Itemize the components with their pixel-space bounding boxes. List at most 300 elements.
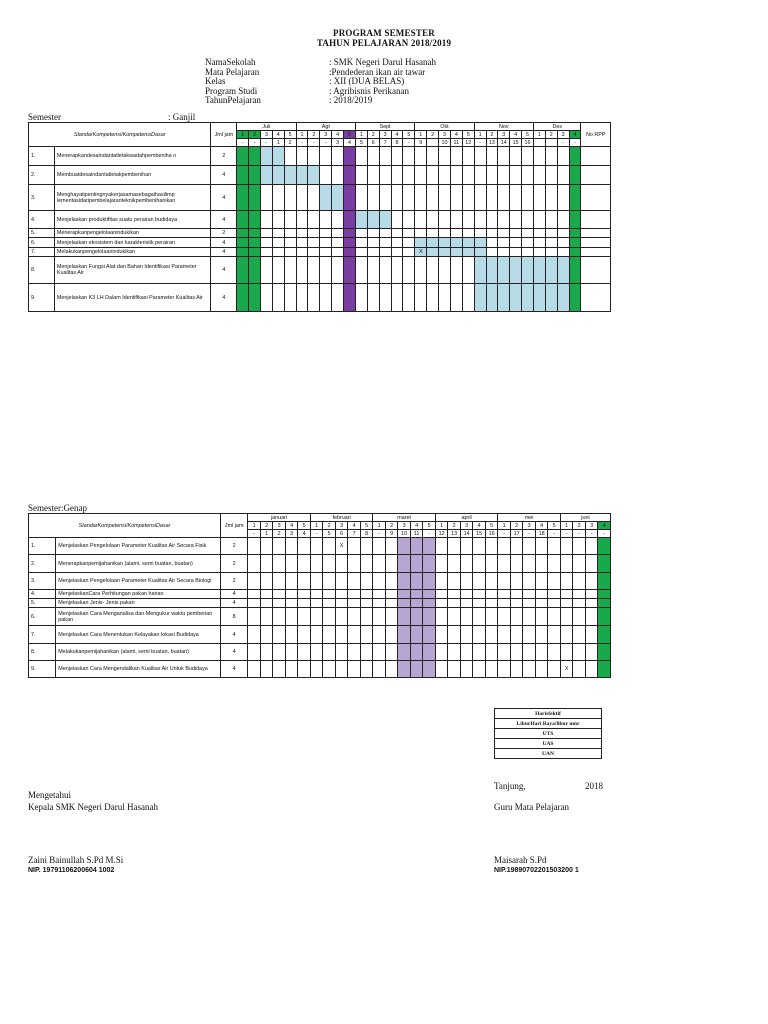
rpp-cell bbox=[581, 211, 611, 229]
week-cell bbox=[560, 573, 573, 590]
hours-value: 4 bbox=[211, 284, 237, 312]
week-cell bbox=[486, 166, 498, 185]
week-cell bbox=[415, 185, 427, 211]
effective-week: - bbox=[261, 139, 273, 147]
hours-value: 2 bbox=[211, 147, 237, 166]
week-cell bbox=[523, 590, 536, 599]
week-cell bbox=[473, 590, 486, 599]
week-cell bbox=[585, 661, 598, 678]
week-cell bbox=[510, 248, 522, 257]
week-cell bbox=[573, 608, 586, 626]
week-number: 1 bbox=[415, 131, 427, 139]
effective-week: 5 bbox=[323, 530, 336, 538]
week-cell bbox=[545, 229, 557, 238]
week-cell bbox=[450, 238, 462, 248]
week-cell bbox=[439, 238, 451, 248]
week-cell bbox=[498, 555, 511, 573]
week-cell bbox=[273, 626, 286, 644]
effective-week: 5 bbox=[355, 139, 367, 147]
week-cell bbox=[557, 257, 569, 284]
week-cell bbox=[284, 229, 296, 238]
week-cell bbox=[450, 248, 462, 257]
week-number: 3 bbox=[273, 522, 286, 530]
week-cell bbox=[348, 626, 361, 644]
week-cell bbox=[435, 555, 448, 573]
week-number: 3 bbox=[398, 522, 411, 530]
week-cell bbox=[249, 229, 261, 238]
column-header-hours: Jml jam bbox=[211, 123, 237, 147]
week-cell bbox=[410, 573, 423, 590]
week-cell bbox=[355, 257, 367, 284]
week-cell bbox=[335, 661, 348, 678]
week-cell bbox=[360, 538, 373, 555]
week-cell bbox=[473, 599, 486, 608]
week-cell bbox=[486, 284, 498, 312]
row-number: 8. bbox=[29, 644, 56, 661]
week-cell bbox=[534, 257, 546, 284]
week-cell bbox=[510, 555, 523, 573]
week-cell bbox=[360, 608, 373, 626]
week-cell bbox=[308, 238, 320, 248]
week-cell bbox=[557, 238, 569, 248]
competency-text: Membuatdesaindantatletakpembenihan bbox=[54, 166, 211, 185]
week-cell bbox=[523, 538, 536, 555]
week-cell bbox=[474, 229, 486, 238]
month-header: februari bbox=[310, 514, 373, 522]
rpp-cell bbox=[581, 229, 611, 238]
week-number: 2 bbox=[448, 522, 461, 530]
week-cell bbox=[474, 257, 486, 284]
teacher-title: Guru Mata Pelajaran bbox=[494, 802, 569, 812]
week-cell bbox=[423, 573, 436, 590]
week-cell bbox=[423, 599, 436, 608]
competency-text: Menjelaskan Pengelolaan Parameter Kualitas Air Secara Biologi bbox=[56, 573, 221, 590]
week-cell bbox=[296, 248, 308, 257]
week-cell bbox=[598, 538, 611, 555]
week-cell bbox=[249, 147, 261, 166]
week-number: 1 bbox=[560, 522, 573, 530]
week-cell bbox=[391, 248, 403, 257]
week-cell bbox=[323, 661, 336, 678]
week-cell bbox=[462, 238, 474, 248]
week-cell bbox=[373, 626, 386, 644]
week-cell bbox=[534, 166, 546, 185]
week-cell bbox=[249, 166, 261, 185]
info-value: : 2018/2019 bbox=[329, 95, 373, 106]
week-cell bbox=[486, 238, 498, 248]
week-number: 5 bbox=[344, 131, 356, 139]
effective-week bbox=[427, 139, 439, 147]
week-cell bbox=[522, 166, 534, 185]
week-number: 3 bbox=[320, 131, 332, 139]
week-number: 4 bbox=[332, 131, 344, 139]
week-cell bbox=[423, 590, 436, 599]
week-cell bbox=[391, 166, 403, 185]
week-cell bbox=[385, 661, 398, 678]
semester-genap-heading: Semester:Genap bbox=[28, 503, 87, 513]
week-cell bbox=[598, 555, 611, 573]
week-cell bbox=[460, 590, 473, 599]
week-number: 5 bbox=[485, 522, 498, 530]
competency-text: Menjelaskan Fungsi Alat dan Bahan Identifikasi Parameter Kualitas Air bbox=[54, 257, 211, 284]
row-number: 6. bbox=[29, 608, 56, 626]
week-number: 4 bbox=[569, 131, 581, 139]
month-header: maret bbox=[373, 514, 436, 522]
week-cell bbox=[260, 644, 273, 661]
week-cell bbox=[385, 573, 398, 590]
week-cell bbox=[410, 590, 423, 599]
week-cell bbox=[284, 257, 296, 284]
table-row bbox=[29, 661, 611, 678]
week-cell bbox=[348, 661, 361, 678]
week-cell bbox=[534, 185, 546, 211]
week-number: 2 bbox=[427, 131, 439, 139]
week-cell bbox=[261, 238, 273, 248]
table-row bbox=[29, 166, 611, 185]
week-cell bbox=[548, 608, 561, 626]
week-cell bbox=[485, 626, 498, 644]
week-cell bbox=[485, 555, 498, 573]
week-cell bbox=[573, 573, 586, 590]
month-header: Agt bbox=[296, 123, 355, 131]
week-number: 1 bbox=[373, 522, 386, 530]
week-cell bbox=[310, 555, 323, 573]
week-cell bbox=[237, 147, 249, 166]
week-cell bbox=[598, 661, 611, 678]
week-cell bbox=[285, 590, 298, 599]
week-cell bbox=[344, 248, 356, 257]
week-cell bbox=[296, 211, 308, 229]
hours-value: 4 bbox=[221, 590, 248, 599]
page-subtitle: TAHUN PELAJARAN 2018/2019 bbox=[316, 38, 452, 48]
week-cell bbox=[498, 599, 511, 608]
effective-week: - bbox=[573, 530, 586, 538]
week-cell bbox=[498, 229, 510, 238]
week-cell bbox=[367, 284, 379, 312]
week-cell bbox=[398, 599, 411, 608]
week-cell bbox=[545, 238, 557, 248]
competency-text: Melakukanpemijahanikan (alami, semi buatan, buatan) bbox=[56, 644, 221, 661]
week-number: 4 bbox=[410, 522, 423, 530]
week-cell bbox=[510, 238, 522, 248]
week-cell bbox=[323, 590, 336, 599]
semester-ganjil-heading bbox=[28, 112, 195, 122]
week-cell bbox=[535, 555, 548, 573]
week-cell bbox=[272, 229, 284, 238]
week-cell bbox=[460, 644, 473, 661]
week-cell bbox=[355, 284, 367, 312]
week-cell bbox=[373, 661, 386, 678]
week-cell bbox=[486, 257, 498, 284]
week-cell bbox=[560, 555, 573, 573]
week-cell bbox=[460, 626, 473, 644]
week-cell bbox=[535, 608, 548, 626]
effective-week: 3 bbox=[285, 530, 298, 538]
week-cell bbox=[415, 166, 427, 185]
effective-week: - bbox=[310, 530, 323, 538]
week-cell bbox=[473, 608, 486, 626]
hours-value: 4 bbox=[211, 211, 237, 229]
week-number: 4 bbox=[348, 522, 361, 530]
legend-item: Harisfektif bbox=[495, 709, 602, 719]
week-cell bbox=[522, 229, 534, 238]
week-cell bbox=[439, 284, 451, 312]
week-cell bbox=[415, 284, 427, 312]
week-cell bbox=[391, 229, 403, 238]
week-cell bbox=[403, 257, 415, 284]
week-cell bbox=[385, 538, 398, 555]
week-cell bbox=[585, 599, 598, 608]
week-cell bbox=[298, 590, 311, 599]
week-cell bbox=[450, 185, 462, 211]
week-number: 1 bbox=[498, 522, 511, 530]
table-row bbox=[29, 248, 611, 257]
week-cell bbox=[548, 555, 561, 573]
effective-week: - bbox=[248, 530, 261, 538]
week-cell bbox=[410, 599, 423, 608]
effective-week: 18 bbox=[535, 530, 548, 538]
week-cell bbox=[557, 211, 569, 229]
week-cell bbox=[360, 573, 373, 590]
week-cell bbox=[260, 555, 273, 573]
week-cell bbox=[403, 211, 415, 229]
week-number: 4 bbox=[272, 131, 284, 139]
column-header-competency: StandarKompetensi/KompetensiDasar bbox=[29, 514, 221, 538]
week-cell bbox=[261, 248, 273, 257]
week-cell bbox=[415, 257, 427, 284]
week-cell bbox=[498, 538, 511, 555]
week-cell bbox=[248, 661, 261, 678]
week-cell bbox=[569, 229, 581, 238]
week-number: 4 bbox=[450, 131, 462, 139]
week-cell bbox=[367, 238, 379, 248]
week-cell bbox=[410, 555, 423, 573]
week-cell bbox=[261, 147, 273, 166]
competency-text: Menjelaskan Jenis- Jenis pakan bbox=[56, 599, 221, 608]
week-cell bbox=[415, 147, 427, 166]
week-cell bbox=[598, 590, 611, 599]
week-cell bbox=[545, 166, 557, 185]
week-cell bbox=[485, 644, 498, 661]
week-number: 4 bbox=[598, 522, 611, 530]
week-cell bbox=[560, 608, 573, 626]
week-cell bbox=[498, 166, 510, 185]
week-cell bbox=[284, 185, 296, 211]
week-cell bbox=[557, 248, 569, 257]
week-cell bbox=[284, 147, 296, 166]
week-cell bbox=[248, 555, 261, 573]
week-cell bbox=[448, 538, 461, 555]
hours-value: 4 bbox=[211, 185, 237, 211]
semester-label: Semester bbox=[28, 112, 61, 122]
table-row bbox=[29, 238, 611, 248]
week-cell bbox=[439, 185, 451, 211]
week-cell bbox=[523, 608, 536, 626]
week-cell bbox=[373, 644, 386, 661]
week-cell bbox=[237, 238, 249, 248]
week-cell bbox=[323, 626, 336, 644]
week-cell bbox=[335, 573, 348, 590]
row-number: 1. bbox=[29, 538, 56, 555]
week-cell bbox=[427, 229, 439, 238]
week-cell bbox=[545, 185, 557, 211]
week-number: 1 bbox=[534, 131, 546, 139]
effective-week: - bbox=[523, 530, 536, 538]
week-cell bbox=[310, 661, 323, 678]
effective-week: 1 bbox=[260, 530, 273, 538]
week-cell bbox=[545, 284, 557, 312]
week-cell bbox=[272, 185, 284, 211]
hours-value: 8 bbox=[221, 608, 248, 626]
week-cell bbox=[573, 599, 586, 608]
month-header: juni bbox=[560, 514, 610, 522]
week-cell bbox=[272, 147, 284, 166]
program-table-genap bbox=[28, 513, 611, 678]
week-cell bbox=[498, 248, 510, 257]
month-header: mei bbox=[498, 514, 561, 522]
table-row bbox=[29, 185, 611, 211]
week-cell bbox=[296, 238, 308, 248]
week-cell bbox=[260, 626, 273, 644]
week-cell bbox=[320, 211, 332, 229]
week-number: 3 bbox=[460, 522, 473, 530]
week-cell bbox=[261, 211, 273, 229]
week-cell bbox=[237, 257, 249, 284]
competency-text: Menjelaskan Pengelolaan Parameter Kualitas Air Secara Fisik bbox=[56, 538, 221, 555]
week-cell bbox=[510, 573, 523, 590]
week-cell bbox=[498, 661, 511, 678]
week-cell bbox=[367, 211, 379, 229]
week-cell bbox=[373, 608, 386, 626]
week-cell bbox=[498, 626, 511, 644]
week-cell bbox=[410, 626, 423, 644]
week-cell bbox=[410, 661, 423, 678]
week-cell bbox=[450, 229, 462, 238]
week-cell bbox=[448, 626, 461, 644]
week-number: 2 bbox=[308, 131, 320, 139]
week-cell bbox=[379, 147, 391, 166]
effective-week: 12 bbox=[462, 139, 474, 147]
week-cell bbox=[510, 661, 523, 678]
week-cell bbox=[248, 626, 261, 644]
effective-week: 6 bbox=[367, 139, 379, 147]
week-number: 1 bbox=[355, 131, 367, 139]
week-cell bbox=[285, 661, 298, 678]
effective-week: - bbox=[557, 139, 569, 147]
week-number: 1 bbox=[474, 131, 486, 139]
week-cell bbox=[535, 644, 548, 661]
table-row bbox=[29, 538, 611, 555]
table-row bbox=[29, 626, 611, 644]
week-cell bbox=[523, 626, 536, 644]
week-cell bbox=[332, 238, 344, 248]
row-number: 5. bbox=[29, 229, 55, 238]
week-cell bbox=[248, 573, 261, 590]
competency-text: Menjelaskan Cara Menentukan Kelayakan lokasi Budidaya bbox=[56, 626, 221, 644]
week-cell bbox=[573, 555, 586, 573]
week-cell bbox=[460, 661, 473, 678]
week-cell bbox=[385, 555, 398, 573]
week-cell bbox=[237, 185, 249, 211]
week-cell bbox=[355, 211, 367, 229]
info-label: TahunPelajaran bbox=[205, 95, 261, 106]
week-cell bbox=[320, 147, 332, 166]
week-cell bbox=[348, 555, 361, 573]
week-cell bbox=[261, 284, 273, 312]
week-cell bbox=[573, 644, 586, 661]
week-cell bbox=[523, 555, 536, 573]
table-row bbox=[29, 257, 611, 284]
week-cell bbox=[298, 599, 311, 608]
competency-text: Menjelaskan K3 LH Dalam Identifikasi Parameter Kualitas Air bbox=[54, 284, 211, 312]
info-label: Program Studi bbox=[205, 85, 258, 96]
week-cell bbox=[569, 284, 581, 312]
week-cell bbox=[260, 608, 273, 626]
month-header: Okt bbox=[415, 123, 474, 131]
week-cell bbox=[585, 573, 598, 590]
week-cell bbox=[308, 147, 320, 166]
week-cell bbox=[435, 626, 448, 644]
week-cell bbox=[462, 211, 474, 229]
effective-week: 9 bbox=[415, 139, 427, 147]
week-cell bbox=[450, 147, 462, 166]
effective-week: 15 bbox=[510, 139, 522, 147]
week-cell bbox=[284, 211, 296, 229]
week-cell bbox=[249, 248, 261, 257]
week-cell bbox=[310, 573, 323, 590]
week-cell bbox=[348, 590, 361, 599]
week-cell bbox=[535, 626, 548, 644]
week-cell bbox=[308, 166, 320, 185]
week-cell bbox=[415, 238, 427, 248]
week-cell bbox=[360, 644, 373, 661]
info-value: : XII (DUA BELAS) bbox=[329, 76, 405, 87]
week-cell bbox=[460, 538, 473, 555]
signature-year: 2018 bbox=[585, 781, 603, 791]
week-cell bbox=[448, 555, 461, 573]
week-cell bbox=[308, 257, 320, 284]
week-cell bbox=[557, 284, 569, 312]
teacher-name: Maisarah S.Pd bbox=[494, 855, 547, 865]
week-cell bbox=[439, 248, 451, 257]
effective-week: - bbox=[296, 139, 308, 147]
week-number: 3 bbox=[585, 522, 598, 530]
competency-text: MenjelaskanCara Perhitungan pakan harian bbox=[56, 590, 221, 599]
week-cell bbox=[273, 661, 286, 678]
week-cell bbox=[344, 238, 356, 248]
week-cell bbox=[522, 211, 534, 229]
week-cell bbox=[473, 573, 486, 590]
week-cell bbox=[545, 257, 557, 284]
table-row bbox=[29, 147, 611, 166]
week-cell bbox=[391, 257, 403, 284]
week-cell bbox=[548, 590, 561, 599]
week-cell bbox=[273, 555, 286, 573]
week-cell bbox=[474, 211, 486, 229]
week-cell bbox=[348, 608, 361, 626]
week-cell bbox=[486, 248, 498, 257]
week-cell bbox=[248, 644, 261, 661]
week-cell bbox=[403, 185, 415, 211]
week-cell bbox=[473, 555, 486, 573]
column-header-hours: Jml jam bbox=[221, 514, 248, 538]
week-cell bbox=[261, 229, 273, 238]
legend-item: UAS bbox=[495, 739, 602, 749]
week-cell bbox=[522, 185, 534, 211]
week-cell bbox=[323, 538, 336, 555]
week-cell bbox=[573, 626, 586, 644]
week-cell bbox=[367, 248, 379, 257]
